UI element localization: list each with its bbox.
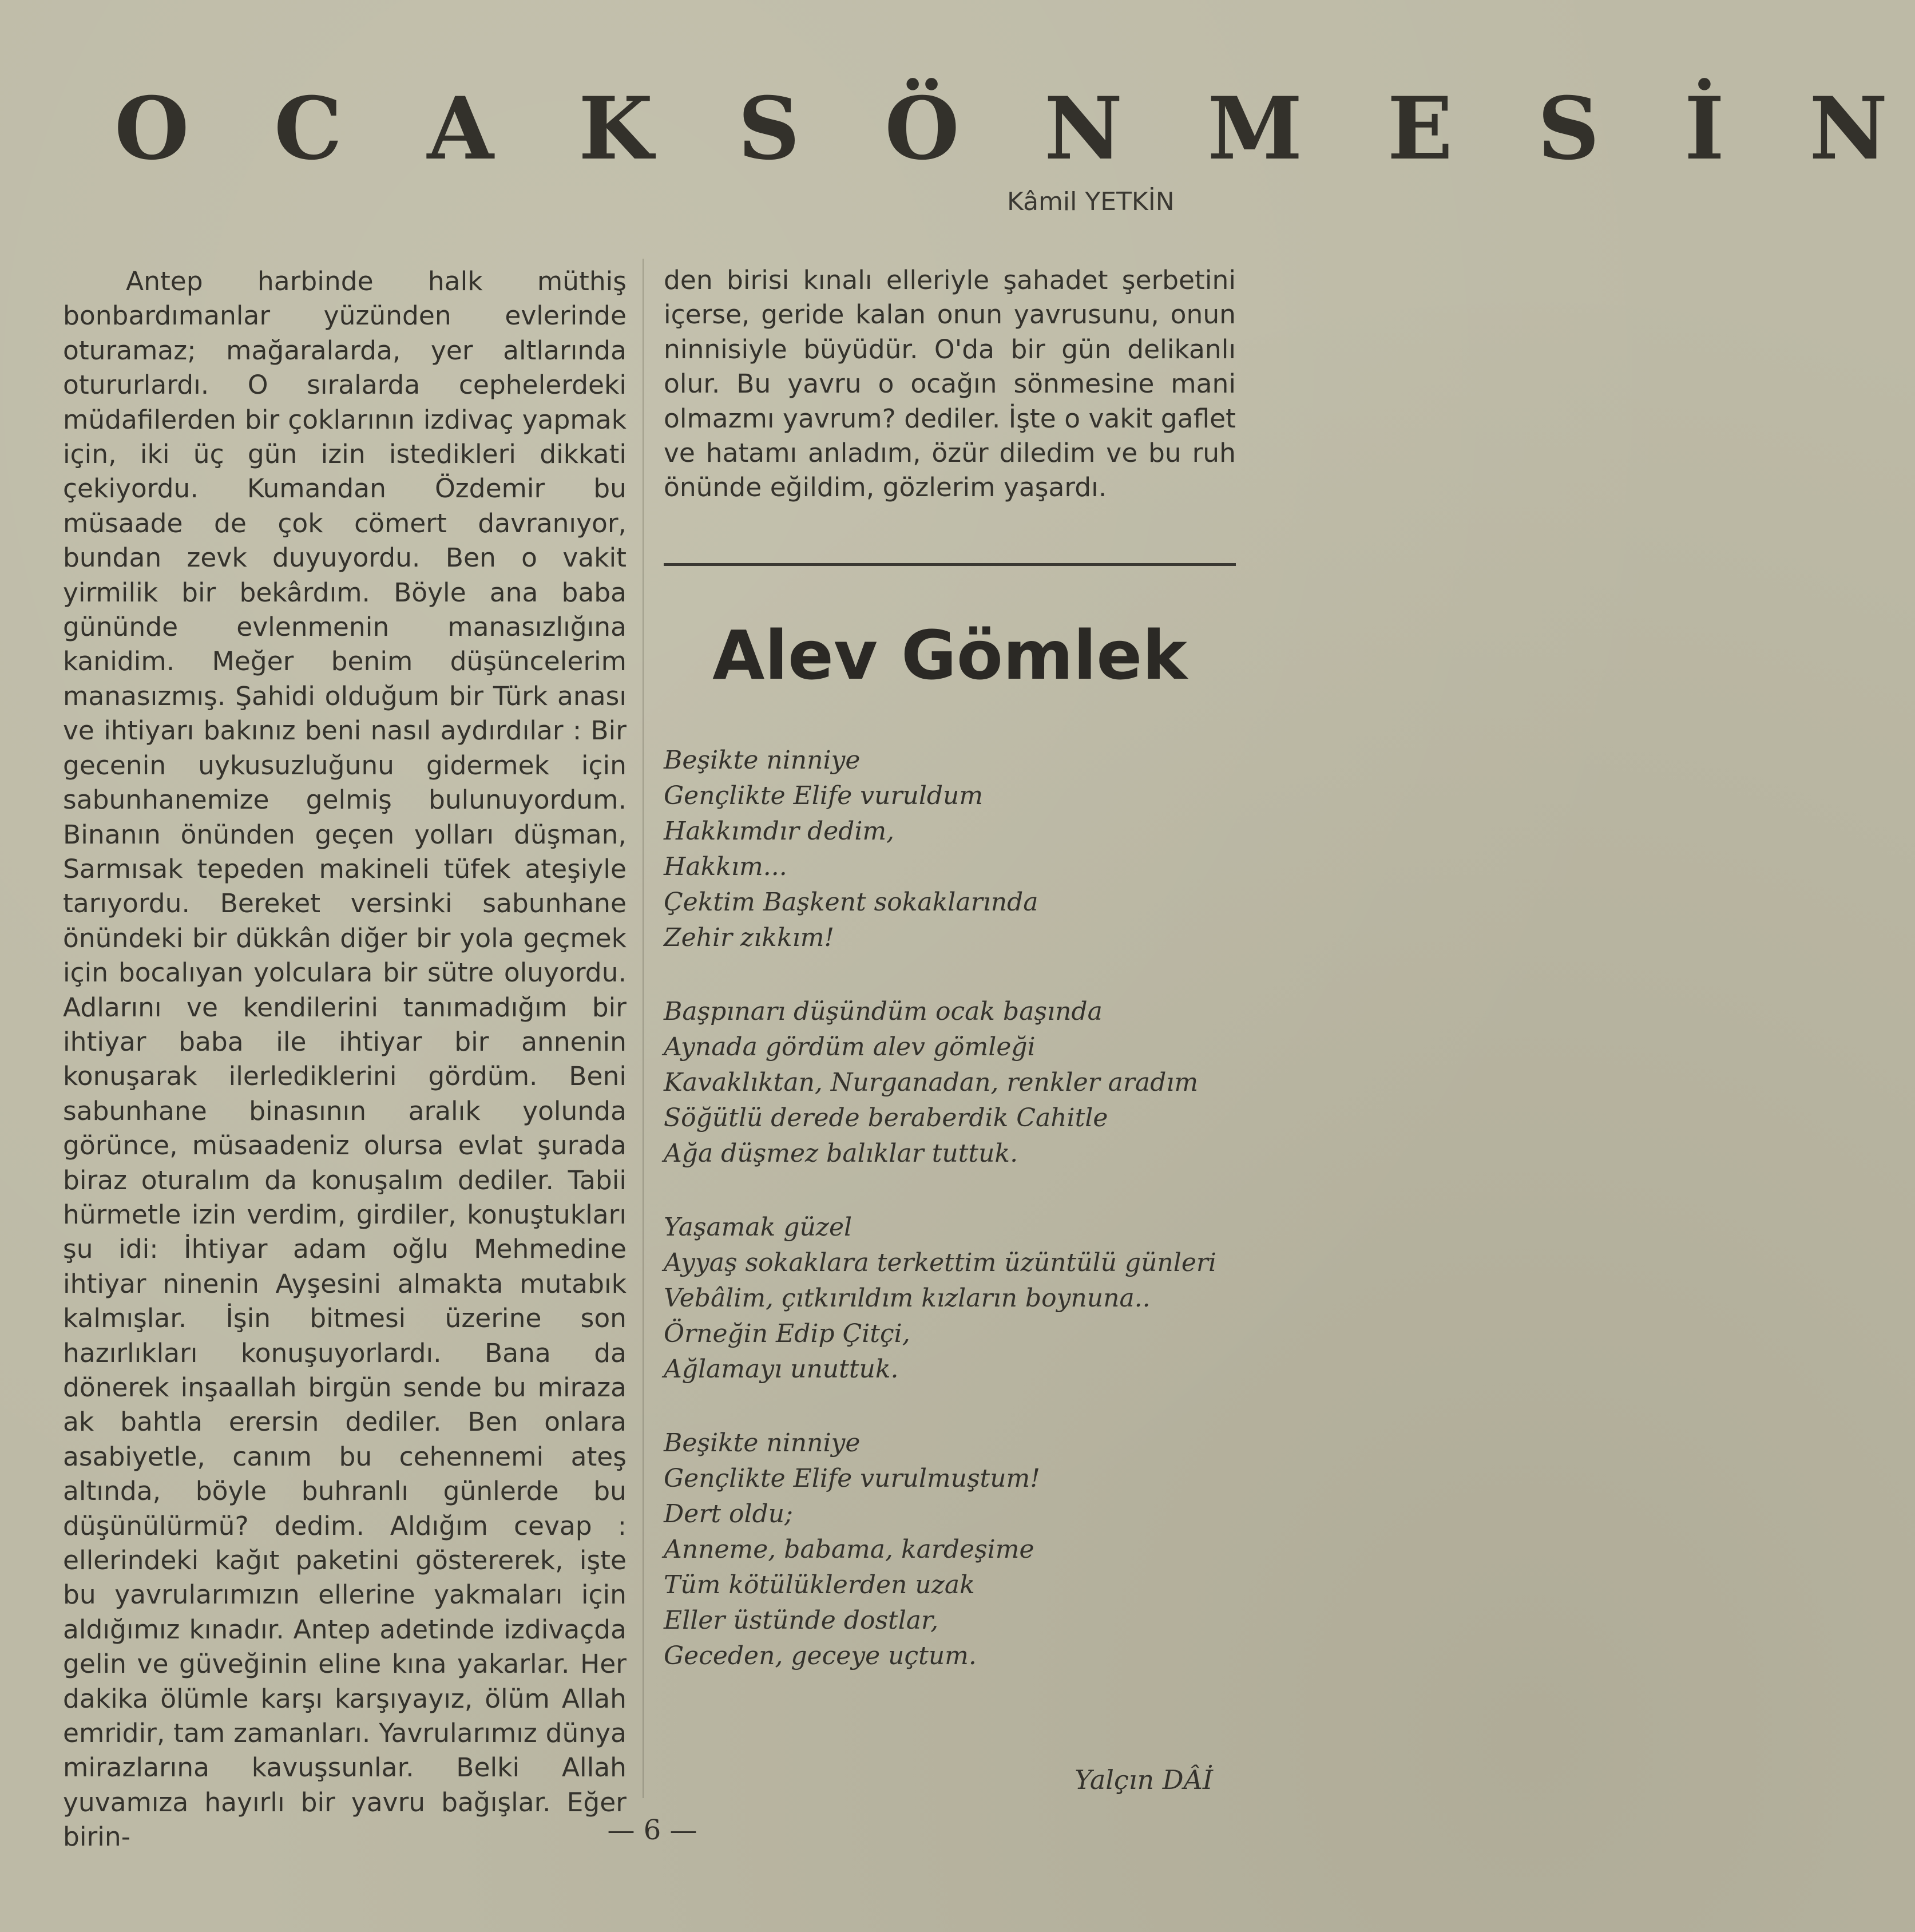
- page-number: — 6 —: [607, 1814, 697, 1846]
- article-body-left: [63, 264, 627, 1852]
- poem-line: Zehir zıkkım!: [664, 923, 835, 952]
- column-divider: [643, 259, 644, 1798]
- poem-line: Geceden, geceye uçtum.: [664, 1641, 977, 1670]
- section-divider: [664, 563, 1236, 566]
- poem-line: Tüm kötülüklerden uzak: [664, 1570, 975, 1600]
- poem-line: Vebâlim, çıtkırıldım kızların boynuna..: [664, 1284, 1151, 1313]
- poem-line: Örneğin Edip Çitçi,: [664, 1319, 910, 1348]
- poem-line: Ağlamayı unuttuk.: [664, 1355, 899, 1384]
- poem-line: Yaşamak güzel: [664, 1213, 853, 1242]
- poem-line: Gençlikte Elife vuruldum: [664, 781, 984, 810]
- poem-line: Gençlikte Elife vurulmuştum!: [664, 1464, 1040, 1493]
- article-paragraph: Antep harbinde halk müthiş bonbardımanlar yüzünden evlerinde oturamaz; mağaralarda, yer altlarında otururlardı. O sıralarda cephelerdeki müdafilerden bir çoklarının izdivaç yapmak için, iki üç gün izin istedikleri dikkati çekiyordu. Kumandan Özdemir bu müsaade de çok cömert davranıyor, bundan zevk duyuyordu. Ben o vakit yirmilik bir bekârdım. Böyle ana baba gününde evlenmenin manasızlığına kanidim. Meğer benim düşüncelerim manasızmış. Şahidi olduğum bir Türk anası ve ihtiyarı bakınız beni nasıl aydırdılar : Bir gecenin uykusuzluğunu gidermek için sabunhanemize gelmiş bulunuyordum. Binanın önünden geçen yolları düşman, Sarmısak tepeden makineli tüfek ateşiyle tarıyordu. Bereket versinki sabunhane önündeki bir dükkân diğer bir yola geçmek için bocalıyan yolculara bir sütre oluyordu. Adlarını ve kendilerini tanımadığım bir ihtiyar baba ile ihtiyar bir annenin konuşarak ilerlediklerini gördüm. Beni sabunhane binasının aralık yolunda görünce, müsaadeniz olursa evlat şurada biraz oturalım da konuşalım dediler. Tabii hürmetle izin verdim, girdiler, konuştukları şu idi: İhtiyar adam oğlu Mehmedine ihtiyar ninenin Ayşesini almakta mutabık kalmışlar. İşin bitmesi üzerine son hazırlıkları konuşuyorlardı. Bana da dönerek inşaallah birgün sende bu miraza ak bahtla erersin dediler. Ben onlara asabiyetle, canım bu cehennemi ateş altında, böyle buhranlı günlerde bu düşünülürmü? dedim. Aldığım cevap : ellerindeki kağıt paketini göstererek, işte bu yavrularımızın ellerine yakmaları için aldığımız kınadır. Antep adetinde izdivaçda gelin ve güveğinin eline kına yakarlar. Her dakika ölümle karşı karşıyayız, ölüm Allah emridir, tam zamanları. Yavrularımız dünya mirazlarına kavuşsunlar. Belki Allah yuvamıza hayırlı bir yavru bağışlar. Eğer birin-: [63, 266, 627, 1852]
- poem-line: Çektim Başkent sokaklarında: [664, 888, 1038, 917]
- poem-line: Ayyaş sokaklara terkettim üzüntülü günleri: [664, 1248, 1216, 1277]
- poem-line: Kavaklıktan, Nurganadan, renkler aradım: [664, 1068, 1199, 1097]
- poem-line: Dert oldu;: [664, 1499, 793, 1529]
- poem-body: [664, 743, 1236, 1712]
- poem-stanza: [664, 994, 1236, 1171]
- poem-title: Alev Gömlek: [712, 616, 1187, 695]
- poem-stanza: [664, 743, 1236, 956]
- poem-line: Aynada gördüm alev gömleği: [664, 1032, 1036, 1062]
- poem-stanza: [664, 1210, 1236, 1387]
- article-paragraph-continued: den birisi kınalı elleriyle şahadet şerbetini içerse, geride kalan onun yavrusunu, onun ninnisiyle büyüdür. O'da bir gün delikanlı olur. Bu yavru o ocağın sönmesine mani olmazmı yavrum? dediler. İşte o vakit gaflet ve hatamı anladım, özür diledim ve bu ruh önünde eğildim, gözlerim yaşardı.: [664, 265, 1236, 503]
- poem-line: Anneme, babama, kardeşime: [664, 1535, 1034, 1564]
- article-title: O C A K S Ö N M E S İ N: [114, 78, 1915, 179]
- poem-line: Söğütlü derede beraberdik Cahitle: [664, 1103, 1108, 1133]
- poem-line: Hakkımdır dedim,: [664, 817, 895, 846]
- article-body-right: [664, 263, 1236, 505]
- poem-stanza: [664, 1426, 1236, 1674]
- poem-signature: Yalçın DÂİ: [1075, 1764, 1213, 1795]
- poem-line: Beşikte ninniye: [664, 1428, 861, 1458]
- article-author: Kâmil YETKİN: [1007, 187, 1175, 216]
- poem-line: Hakkım...: [664, 852, 787, 881]
- poem-line: Ağa düşmez balıklar tuttuk.: [664, 1139, 1018, 1168]
- poem-line: Eller üstünde dostlar,: [664, 1606, 939, 1635]
- poem-line: Başpınarı düşündüm ocak başında: [664, 997, 1103, 1026]
- poem-line: Beşikte ninniye: [664, 746, 861, 775]
